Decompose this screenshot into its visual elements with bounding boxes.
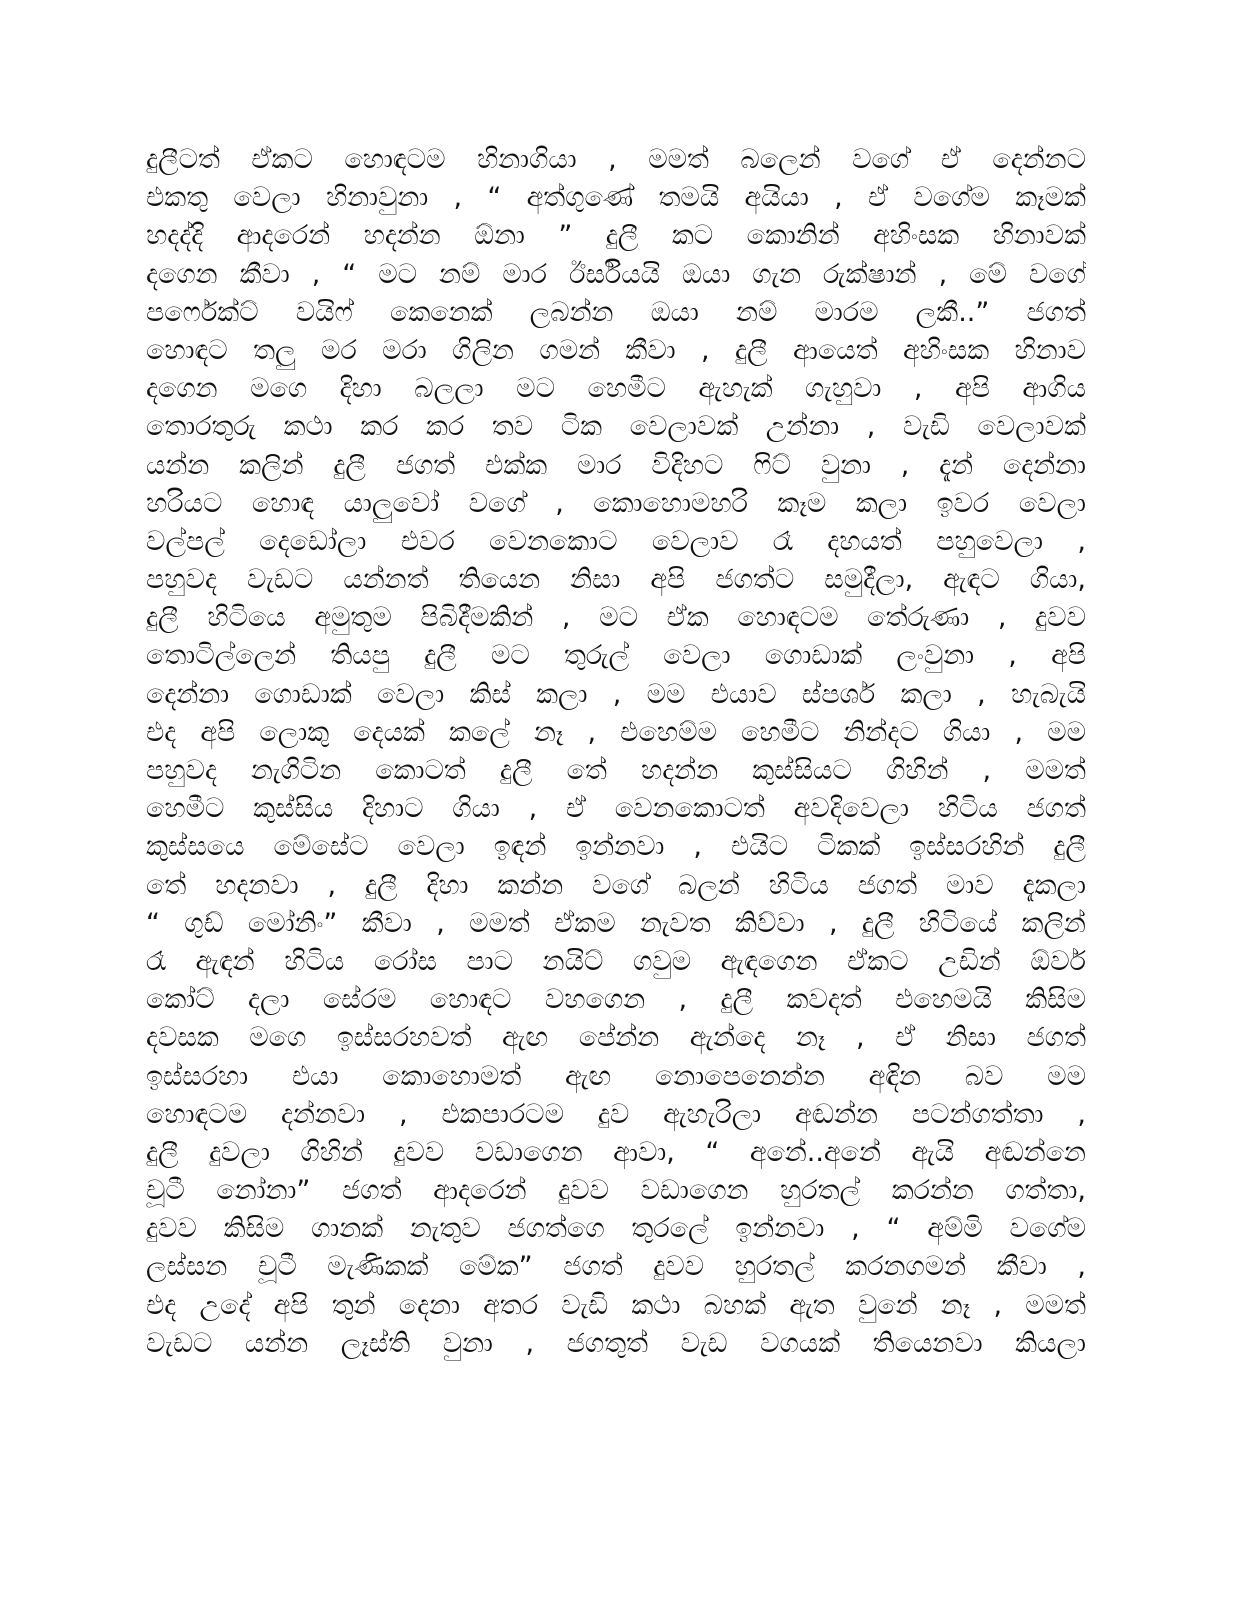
text-line: පර්ෆෙක්ට් වයිෆ් කෙනෙක් ලබන්න ඔයා නම් මාරම ලකී..” ජගත් [146, 296, 1086, 328]
text-line: එද අපි ලොකු දෙයක් කලේ නෑ , එහෙම්ම හෙමීට නින්දට ගියා , මම [146, 716, 1086, 748]
text-line: හොඳට තලු මර මරා ගිලින ගමන් කීවා , දුලී ආයෙත් අහිංසක හිනාව [146, 334, 1086, 366]
text-line: ඉස්සරහා එයා කොහොමත් ඇඟ නොපෙනෙන්න අඳින බව මම [146, 1060, 1086, 1092]
text-line: තොරතුරු කථා කර කර තව ටික වෙලාවක් උන්නා , වැඩි වෙලාවක් [146, 411, 1086, 443]
text-line: යන්න කලින් දුලී ජගත් එක්ක මාර විදිහට ෆිට් වුනා , දැන් දෙන්නා [146, 449, 1086, 481]
text-line: එකතු වෙලා හිනාවුනා , “ අත්ගුණේ තමයි අයියා , ඒ වගේම කෑමක් [146, 182, 1086, 214]
text-line: රෑ ඇඳන් හිටිය රෝස පාට නයිට් ගවුම ඇඳගෙන ඒකට උඩින් ඕවර් [146, 945, 1086, 977]
text-line: “ ගුඩ් මෝනිං” කීවා , මමත් ඒකම නැවත කිව්වා , දුලී හිටියේ කලින් [146, 907, 1086, 939]
text-line: පහුවද නැගිටින කොටත් දුලී තේ හදන්න කුස්සියට ගිහින් , මමත් [146, 755, 1086, 786]
text-line: කෝට් දලා සේරම හොඳට වහගෙන , දුලී කවදත් එහෙමයි කිසිම [146, 984, 1086, 1016]
text-line: එද උදේ අපි තුන් දෙනා අතර වැඩි කථා බහක් ඇත වුනේ නෑ , මමත් [146, 1289, 1086, 1321]
text-line: දුලී දුවලා ගිහින් දුවව වඩාගෙන ආවා, “ අනේ..අනේ ඇයි අඬන්නෙ [146, 1136, 1086, 1168]
text-line: දෙන්නා ගොඩාක් වෙලා කිස් කලා , මම එයාව ස්පර්ශ කලා , හැබැයි [146, 678, 1086, 710]
text-line: වැඩට යන්න ලෑස්ති වුනා , ජගතුත් වැඩ වගයක් තියෙනවා කියලා [146, 1327, 1086, 1359]
text-line: හෙමීට කුස්සිය දිහාට ගියා , ඒ වෙනකොටත් අවදිවෙලා හිටිය ජගත් [146, 793, 1086, 825]
text-line: හදද්දි ආදරෙන් හදන්න ඕනා ” දුලී කට කොනින් අහිංසක හිනාවක් [146, 220, 1086, 252]
text-line: දුවව කිසිම ගානක් නැතුව ජගත්ගෙ තුරලේ ඉන්නවා , “ අම්මි වගේම [146, 1213, 1086, 1245]
text-line: හරියට හොඳ යාලුවෝ වගේ , කොහොමහරි කෑම කලා ඉවර වෙලා [146, 487, 1086, 519]
text-line: චූටී නෝනා” ජගත් ආදරෙන් දුවව වඩාගෙන හුරතල් කරන්න ගත්තා, [146, 1175, 1086, 1207]
body-text [146, 141, 1086, 1363]
text-line: දුලීටත් ඒකට හොඳටම හිනාගියා , මමත් බලෙන් වගේ ඒ දෙන්නට [146, 144, 1086, 175]
text-line: දුලී හිටියෙ අමුතුම පිබිදීමකින් , මට ඒක හොඳටම තේරුණා , දුවව [146, 602, 1086, 634]
text-line: හොඳටම දන්නවා , එකපාරටම දුව ඇහැරිලා අඬන්න පටන්ගත්තා , [146, 1098, 1086, 1130]
text-line: වල්පල් දෙඩෝලා එවර වෙනකොට වෙලාව රෑ දහයත් පහුවෙලා , [146, 525, 1086, 557]
text-line: ලස්සන චූටී මැණිකක් මේක” ජගත් දුවව හුරතල් කරනගමන් කීවා , [146, 1251, 1086, 1283]
text-line: දවසක මගෙ ඉස්සරහවත් ඇඟ පේන්න ඇන්දෙ නෑ , ඒ නිසා ජගත් [146, 1022, 1086, 1054]
text-line: තේ හදනවා , දුලී දිහා කන්න වගේ බලන් හිටිය ජගත් මාව දැකලා [146, 869, 1086, 901]
text-line: පහුවද වැඩට යන්නත් තියෙන නිසා අපි ජගත්ට සමුදීලා, ඇඳට ගියා, [146, 564, 1086, 596]
text-line: තොටිල්ලෙන් තියපු දුලී මට තුරුල් වෙලා ගොඩාක් ලංවුනා , අපි [146, 640, 1086, 672]
text-line: කුස්සයෙ මේසේට වෙලා ඉඳන් ඉන්නවා , එයිට ටිකක් ඉස්සරහින් දුලී [146, 831, 1086, 863]
text-line: දගෙන කීවා , “ මට නම් මාර ඊර්සියයි ඔයා ගැන රුක්ෂාන් , මේ වගේ [146, 258, 1086, 290]
text-line: දගෙන මගෙ දිහා බලලා මට හෙමීට ඇහැක් ගැහුවා , අපි ආගිය [146, 373, 1086, 405]
